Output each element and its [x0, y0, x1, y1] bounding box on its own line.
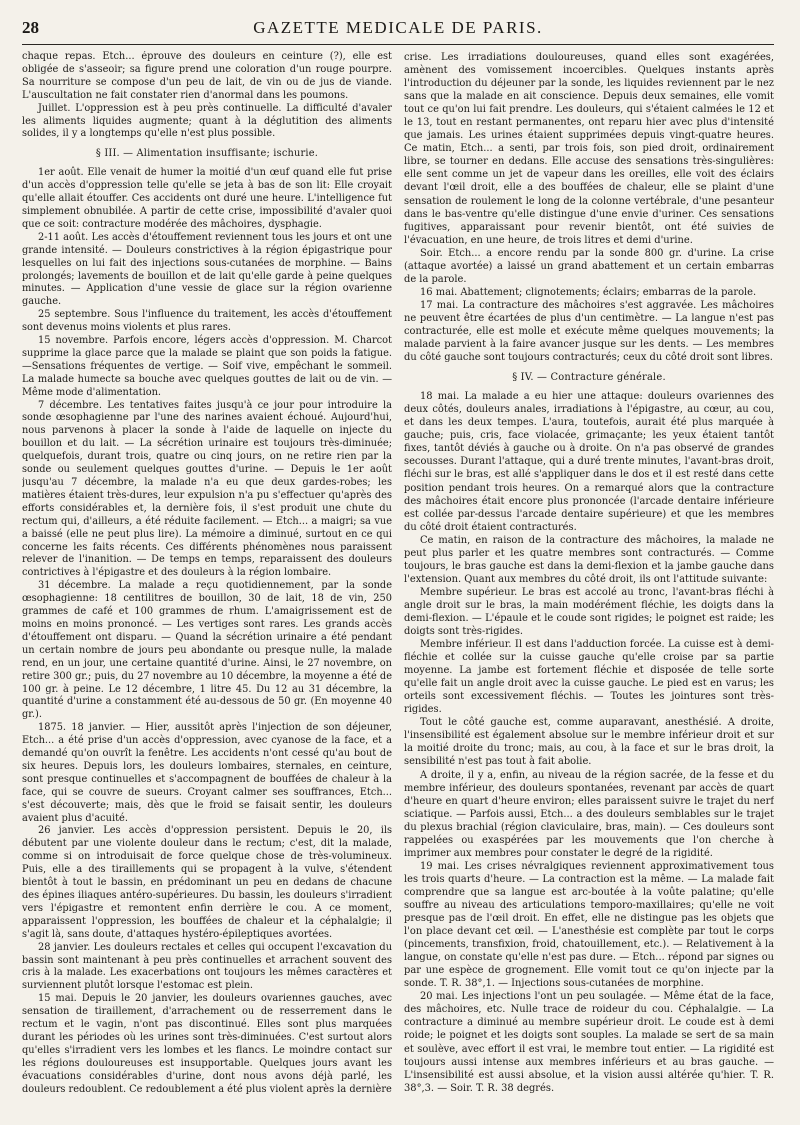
paragraph: Tout le côté gauche est, comme auparavant, anesthésié. A droite, l'insensibilité est également absolue sur le membre inférieur droit et sur la moitié droite du tronc; mais, au cou, à la face et sur le bras droit, la sensibilité n'est pas tout à fait abolie.: [404, 717, 774, 768]
page-header: [22, 18, 774, 45]
paragraph: Membre supérieur. Le bras est accolé au tronc, l'avant-bras fléchi à angle droit sur le bras, la main modérément fléchie, les doigts dans la demi-flexion. — L'épaule et le coude sont rigides; le poignet est raide; les doigts sont très-rigides.: [404, 586, 774, 638]
paragraph: 25 septembre. Sous l'influence du traitement, les accès d'étouffement sont devenus moins violents et plus rares.: [22, 309, 392, 334]
paragraph: 15 novembre. Parfois encore, légers accès d'oppression. M. Charcot supprime la glace parce que la malade se plaint que son poids la fatigue. —Sensations fréquentes de vertige. — Soif vive, empêchant le sommeil. La malade humecte sa bouche avec quelques gouttes de lait ou de vin. — Même mode d'alimentation.: [22, 335, 392, 398]
left-column: [22, 51, 392, 1119]
paragraph: Soir. Etch... a encore rendu par la sonde 800 gr. d'urine. La crise (attaque avortée) a laissé un grand abattement et un certain embarras de la parole.: [404, 247, 774, 285]
section-heading: § IV. — Contracture générale.: [512, 372, 666, 384]
paragraph: 2-11 août. Les accès d'étouffement reviennent tous les jours et ont une grande intensité. — Douleurs constrictives à la région épigastrique pour lesquelles on lui fait des injections sous-cutanées de morphine. — Bains prolongés; lavements de bouillon et de lait qu'elle garde à peine quelques minutes. — Application d'une vessie de glace sur la région ovarienne gauche.: [22, 231, 392, 308]
paragraph: 19 mai. Les crises névralgiques reviennent approximativement tous les trois quarts d'heure. — La contraction est la même. — La malade fait comprendre que sa langue est arc-boutée à la voûte palatine; qu'elle souffre au niveau des articulations temporo-maxillaires; qu'elle ne voit presque pas de l'œil droit. En effet, elle ne distingue pas les objets que l'on place devant cet œil. — L'anesthésie est complète par tout le corps (pincements, transfixion, froid, chatouillement, etc.). — Relativement à la langue, on constate qu'elle n'est pas dure. — Etch... répond par signes ou par une espèce de grognement. Elle vomit tout ce qu'on injecte par la sonde. T. R. 38°,1. — Injections sous-cutanées de morphine.: [404, 860, 774, 990]
text-columns: [22, 51, 774, 1119]
page-number: 28: [22, 18, 39, 37]
paragraph: A droite, il y a, enfin, au niveau de la région sacrée, de la fesse et du membre inférieur, des douleurs spontanées, revenant par accès de quart d'heure en quart d'heure environ; elles paraissent suivre le trajet du nerf sciatique. — Parfois aussi, Etch... a des douleurs semblables sur le trajet du plexus brachial (région claviculaire, bras, main). — Ces douleurs sont rappelées ou exaspérées par les mouvements que l'on cherche à imprimer aux membres pour constater le degré de la rigidité.: [404, 769, 774, 859]
paragraph: 20 mai. Les injections l'ont un peu soulagée. — Même état de la face, des mâchoires, etc. Nulle trace de roideur du cou. Céphalalgie. — La contracture a diminué au membre supérieur droit. Le coude est à demi roide; le poignet et les doigts sont souples. La malade se sert de sa main et soulève, avec effort il est vrai, le membre tout entier. — La rigidité est toujours aussi intense aux membres inférieurs et au bras gauche. — L'insensibilité est aussi absolue, et la vision aussi altérée qu'hier. T. R. 38°,3. — Soir. T. R. 38 degrés.: [404, 991, 774, 1094]
paragraph: 16 mai. Abattement; clignotements; éclairs; embarras de la parole.: [420, 286, 757, 298]
section-heading: § III. — Alimentation insuffisante; ischurie.: [95, 148, 319, 160]
paragraph: 26 janvier. Les accès d'oppression persistent. Depuis le 20, ils débutent par une violente douleur dans le rectum; c'est, dit la malade, comme si on introduisait de force quelque chose de très-volumineux. Puis, elle a des tiraillements qui se propagent à la vulve, s'étendent bientôt à tout le bassin, en prédominant un peu en dedans de chacune des épines iliaques antéro-supérieures. Du bassin, les douleurs s'irradient vers l'épigastre et remontent enfin derrière le cou. A ce moment, apparaissent l'oppression, les bouffées de chaleur et la céphalalgie; il s'agit là, sans doute, d'attaques hystéro-épileptiques avortées.: [22, 825, 392, 940]
paragraph: chaque repas. Etch... éprouve des douleurs en ceinture (?), elle est obligée de s'asseoir; sa figure prend une coloration d'un rouge pourpre. Sa nourriture se compose d'un peu de lait, de vin ou de jus de viande. L'auscultation ne fait constater rien d'anormal dans les poumons.: [22, 51, 392, 101]
paragraph: 1875. 18 janvier. — Hier, aussitôt après l'injection de son déjeuner, Etch... a été prise d'un accès d'oppression, avec cyanose de la face, et a demandé qu'on ouvrît la fenêtre. Les accidents n'ont cessé qu'au bout de six heures. Depuis lors, les douleurs lombaires, sternales, en ceinture, sont presque continuelles et s'accompagnent de bouffées de chaleur à la face, qui se couvre de sueurs. Croyant calmer ses souffrances, Etch... s'est découverte; mais, dès que le froid se faisait sentir, les douleurs avaient plus d'acuité.: [22, 722, 392, 824]
paragraph: Membre inférieur. Il est dans l'adduction forcée. La cuisse est à demi-fléchie et collée sur la cuisse gauche qu'elle croise par sa partie moyenne. La jambe est fortement fléchie et disposée de telle sorte qu'elle fait un angle droit avec la cuisse gauche. Le pied est en varus; les orteils sont excessivement fléchis. — Toutes les jointures sont très-rigides.: [404, 639, 774, 716]
paragraph: 18 mai. La malade a eu hier une attaque: douleurs ovariennes des deux côtés, douleurs anales, irradiations à l'épigastre, au cœur, au cou, et dans les deux tempes. L'aura, toutefois, aurait été plus marquée à gauche; puis, cris, face violacée, grimaçante; les yeux étaient tantôt fixes, tantôt déviés à gauche ou à droite. On n'a pas observé de grandes secousses. Durant l'attaque, qui a duré trente minutes, l'avant-bras droit, fléchi sur le bras, est allé s'appliquer dans le dos et il est resté dans cette position pendant trois heures. On a remarqué alors que la contracture des mâchoires était encore plus prononcée (l'arcade dentaire inférieure est collée par-dessus l'arcade dentaire supérieure) et que les membres du côté droit étaient contracturés.: [404, 391, 774, 533]
right-column: [404, 51, 774, 1119]
paragraph: 17 mai. La contracture des mâchoires s'est aggravée. Les mâchoires ne peuvent être écartées de plus d'un centimètre. — La langue n'est pas contracturée, elle est molle et exécute même quelques mouvements; la malade parvient à la faire avancer jusque sur les dents. — Les membres du côté gauche sont toujours contracturés; ceux du côté droit sont libres.: [404, 299, 774, 364]
paragraph: crise. Les irradiations douloureuses, quand elles sont exagérées, amènent des vomissement incoercibles. Quelques instants après l'introduction du déjeuner par la sonde, les liquides reviennent par le nez sans que la malade en ait conscience. Depuis deux semaines, elle vomit tout ce qu'on lui fait prendre. Les douleurs, qui s'étaient calmées le 12 et le 13, tout en restant permanentes, ont reparu hier avec plus d'intensité que jamais. Les urines étaient supprimées depuis vingt-quatre heures. Ce matin, Etch... a senti, par trois fois, son pied droit, ordinairement libre, se tourner en dedans. Elle accuse des sensations très-singulières: elle sent comme un jet de vapeur dans les oreilles, elle voit des éclairs devant l'œil droit, elle a des bouffées de chaleur, elle se plaint d'une sensation de roulement le long de la colonne vertébrale, d'une pesanteur dans le bas-ventre qu'elle distingue d'une envie d'uriner. Ces sensations fugitives, apparaissant pour revenir bientôt, ont été suivies de l'évacuation, en une heure, de trois litres et demi d'urine.: [404, 52, 774, 246]
paragraph: 31 décembre. La malade a reçu quotidiennement, par la sonde œsophagienne: 18 centilitres de bouillon, 30 de lait, 18 de vin, 250 grammes de café et 100 grammes de rhum. L'amaigrissement est de moins en moins prononcé. — Les vertiges sont rares. Les grands accès d'étouffement ont disparu. — Quand la sécrétion urinaire a été pendant un certain nombre de jours peu abondante ou presque nulle, la malade rend, en un jour, une certaine quantité d'urine. Ainsi, le 27 novembre, on retire 300 gr.; puis, du 27 novembre au 10 décembre, la moyenne a été de 100 gr. à peine. Le 12 décembre, 1 litre 45. Du 12 au 31 décembre, la quantité d'urine a constamment été au-dessous de 50 gr. (En moyenne 40 gr.).: [22, 580, 392, 721]
paragraph: Ce matin, en raison de la contracture des mâchoires, la malade ne peut plus parler et les quatre membres sont contracturés. — Comme toujours, le bras gauche est dans la demi-flexion et la jambe gauche dans l'extension. Quant aux membres du côté droit, ils ont l'attitude suivante:: [404, 534, 774, 585]
journal-title: GAZETTE MEDICALE DE PARIS.: [253, 18, 543, 37]
paragraph: 1er août. Elle venait de humer la moitié d'un œuf quand elle fut prise d'un accès d'oppression telle qu'elle se jeta à bas de son lit: Elle croyait qu'elle allait étouffer. Ces accidents ont duré une heure. L'intelligence fut simplement obnubilée. A partir de cette crise, impossibilité d'avaler quoi que ce soit: contracture modérée des mâchoires, dysphagie.: [22, 167, 392, 230]
paragraph: Juillet. L'oppression est à peu près continuelle. La difficulté d'avaler les aliments liquides augmente; quant à la déglutition des aliments solides, il y a longtemps qu'elle n'est plus possible.: [22, 102, 392, 140]
paragraph: 28 janvier. Les douleurs rectales et celles qui occupent l'excavation du bassin sont maintenant à peu près continuelles et arrachent souvent des cris à la malade. Les exacerbations ont toujours les mêmes caractères et surviennent plutôt lorsque l'estomac est plein.: [22, 941, 392, 992]
paragraph: 15 mai. Depuis le 20 janvier, les douleurs ovariennes gauches, avec sensation de tiraillement, d'arrachement ou de resserrement dans le rectum et le vagin, n'ont pas discontinué. Elles sont plus marquées durant les périodes où les urines sont très-diminuées. C'est surtout alors qu'elles s'irradient vers les lombes et les flancs. Le moindre contact sur les régions douloureuses est insupportable. Quelques jours avant les évacuations considérables d'urine, dont nous avons déjà parlé, les douleurs redoublent. Ce redoublement a été plus violent après la dernière: [22, 993, 392, 1095]
paragraph: 7 décembre. Les tentatives faites jusqu'à ce jour pour introduire la sonde œsophagienne par l'une des narines avaient échoué. Aujourd'hui, nous parvenons à placer la sonde à l'aide de laquelle on injecte du bouillon et du lait. — La sécrétion urinaire est toujours très-diminuée; quelquefois, durant trois, quatre ou cinq jours, on ne retire rien par la sonde ou seulement quelques gouttes d'urine. — Depuis le 1er août jusqu'au 7 décembre, la malade n'a eu que deux gardes-robes; les matières étaient très-dures, leur expulsion n'a pu s'effectuer qu'après des efforts considérables et, la dernière fois, il s'est produit une chute du rectum qui, d'ailleurs, a été réduite facilement. — Etch... a maigri; sa vue a baissé (elle ne peut plus lire). La mémoire a diminué, surtout en ce qui concerne les faits récents. Ces différents phénomènes nous paraissent relever de l'inanition. — De temps en temps, reparaissent des douleurs contrictives à l'épigastre et des douleurs à la région lombaire.: [22, 399, 392, 579]
